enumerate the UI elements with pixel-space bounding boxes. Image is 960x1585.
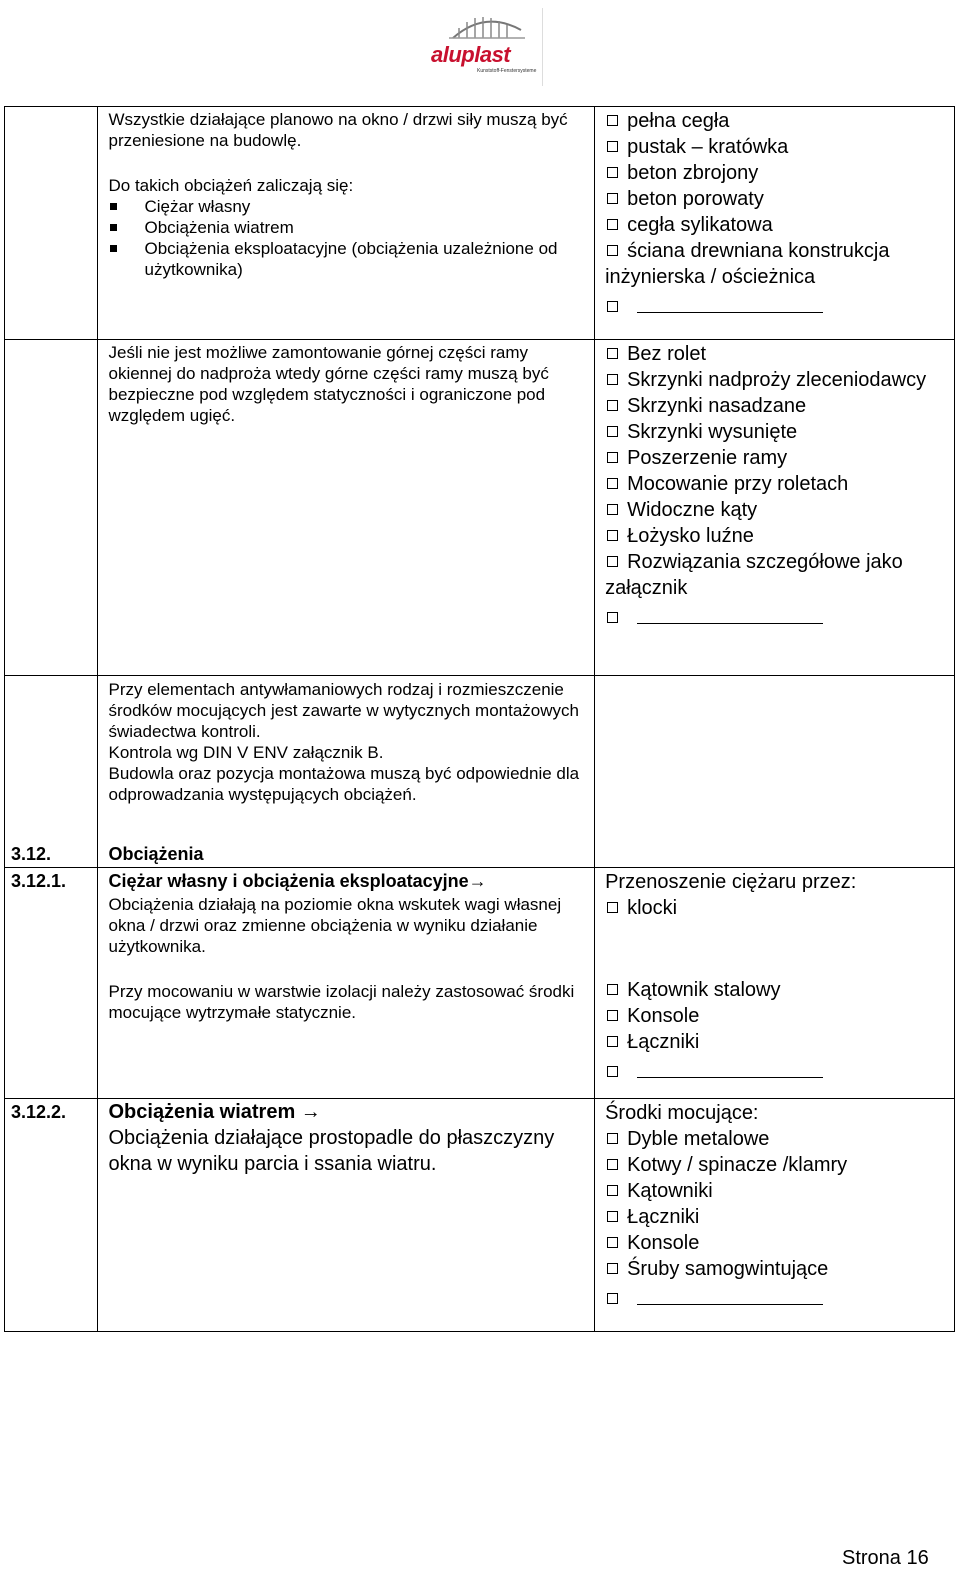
option-laczniki[interactable]: Łączniki bbox=[605, 1204, 946, 1230]
option-kotwy[interactable]: Kotwy / spinacze /klamry bbox=[605, 1152, 946, 1178]
options-heading: Środki mocujące: bbox=[605, 1102, 759, 1124]
option-rozwiazania-szczegolowe[interactable]: Rozwiązania szczegółowe jako załącznik bbox=[605, 551, 903, 599]
option-blank[interactable] bbox=[605, 294, 946, 320]
checkbox-icon[interactable] bbox=[607, 245, 618, 256]
section-title: Obciążenia bbox=[98, 841, 595, 868]
checkbox-icon[interactable] bbox=[607, 193, 618, 204]
section-number: 3.12.1. bbox=[5, 868, 98, 1099]
option-blank[interactable] bbox=[605, 1059, 946, 1085]
option-sruby-samogwintujace[interactable]: Śruby samogwintujące bbox=[605, 1256, 946, 1282]
checkbox-icon[interactable] bbox=[607, 478, 618, 489]
checkbox-icon[interactable] bbox=[607, 530, 618, 541]
option-mocowanie-przy-roletach[interactable]: Mocowanie przy roletach bbox=[605, 471, 946, 497]
section-title: Obciążenia wiatrem → bbox=[108, 1101, 321, 1123]
checkbox-icon[interactable] bbox=[607, 1066, 618, 1077]
list-item: Ciężar własny bbox=[108, 196, 584, 217]
table-row bbox=[5, 1099, 955, 1332]
checkbox-icon[interactable] bbox=[607, 452, 618, 463]
section-number: 3.12. bbox=[5, 841, 98, 868]
checkbox-icon[interactable] bbox=[607, 1133, 618, 1144]
options-heading: Przenoszenie ciężaru przez: bbox=[605, 871, 857, 893]
section-3121-paragraph-1: Obciążenia działają na poziomie okna wskutek wagi własnej okna / drzwi oraz zmienne obciążenia w wyniku działanie użytkownika. bbox=[108, 895, 562, 956]
section-3121-text-cell bbox=[98, 868, 595, 1099]
option-cegla-sylikatowa[interactable]: cegła sylikatowa bbox=[605, 212, 946, 238]
blank-line[interactable] bbox=[637, 298, 823, 313]
option-beton-porowaty[interactable]: beton porowaty bbox=[605, 186, 946, 212]
table-row bbox=[5, 868, 955, 1099]
table-row bbox=[5, 107, 955, 340]
checkbox-icon[interactable] bbox=[607, 612, 618, 623]
checkbox-icon[interactable] bbox=[607, 556, 618, 567]
section-title: Ciężar własny i obciążenia eksploatacyjne→ bbox=[108, 871, 487, 891]
checkbox-icon[interactable] bbox=[607, 1211, 618, 1222]
checkbox-icon[interactable] bbox=[607, 115, 618, 126]
option-lozysko-luzne[interactable]: Łożysko luźne bbox=[605, 523, 946, 549]
row1-paragraph-1: Wszystkie działające planowo na okno / drzwi siły muszą być przeniesione na budowlę. bbox=[108, 110, 568, 150]
checkbox-icon[interactable] bbox=[607, 219, 618, 230]
blank-line[interactable] bbox=[637, 1290, 823, 1305]
blank-line[interactable] bbox=[637, 1063, 823, 1078]
checkbox-icon[interactable] bbox=[607, 1263, 618, 1274]
list-item: Obciążenia eksploatacyjne (obciążenia uzależnione od użytkownika) bbox=[108, 238, 584, 280]
checkbox-icon[interactable] bbox=[607, 1185, 618, 1196]
checkbox-icon[interactable] bbox=[607, 902, 618, 913]
row3-paragraph-1: Przy elementach antywłamaniowych rodzaj i rozmieszczenie środków mocujących jest zawarte w wytycznych montażowych świadectwa kontroli. bbox=[108, 680, 579, 741]
page-number: Strona 16 bbox=[842, 1547, 929, 1569]
option-beton-zbrojony[interactable]: beton zbrojony bbox=[605, 160, 946, 186]
weight-transfer-options bbox=[595, 868, 955, 1099]
logo-separator bbox=[542, 8, 543, 86]
list-item: Obciążenia wiatrem bbox=[108, 217, 584, 238]
logo-text: aluplast bbox=[431, 42, 511, 67]
option-pelna-cegla[interactable]: pełna cegła bbox=[605, 108, 946, 134]
option-poszerzenie-ramy[interactable]: Poszerzenie ramy bbox=[605, 445, 946, 471]
option-skrzynki-wysuniete[interactable]: Skrzynki wysunięte bbox=[605, 419, 946, 445]
section-3121-paragraph-2: Przy mocowaniu w warstwie izolacji należy zastosować środki mocujące wytrzymałe statycznie. bbox=[108, 982, 575, 1022]
checkbox-icon[interactable] bbox=[607, 984, 618, 995]
checkbox-icon[interactable] bbox=[607, 504, 618, 515]
checkbox-icon[interactable] bbox=[607, 426, 618, 437]
checkbox-icon[interactable] bbox=[607, 374, 618, 385]
option-sciana-drewniana[interactable]: ściana drewniana konstrukcja inżynierska / ościeżnica bbox=[605, 240, 890, 288]
table-row bbox=[5, 676, 955, 842]
checkbox-icon[interactable] bbox=[607, 1159, 618, 1170]
checkbox-icon[interactable] bbox=[607, 1010, 618, 1021]
row1-paragraph-2: Do takich obciążeń zaliczają się: bbox=[108, 176, 354, 195]
row3-paragraph-2: Kontrola wg DIN V ENV załącznik B. bbox=[108, 743, 384, 762]
checkbox-icon[interactable] bbox=[607, 400, 618, 411]
blank-line[interactable] bbox=[637, 609, 823, 624]
option-katowniki[interactable]: Kątowniki bbox=[605, 1178, 946, 1204]
option-blank[interactable] bbox=[605, 605, 946, 631]
checkbox-icon[interactable] bbox=[607, 1293, 618, 1304]
checkbox-icon[interactable] bbox=[607, 301, 618, 312]
row3-text-cell bbox=[98, 676, 595, 842]
wall-type-options bbox=[595, 107, 955, 340]
option-widoczne-katy[interactable]: Widoczne kąty bbox=[605, 497, 946, 523]
table-row bbox=[5, 841, 955, 868]
row1-text-cell bbox=[98, 107, 595, 340]
section-3122-text-cell bbox=[98, 1099, 595, 1332]
row2-paragraph: Jeśli nie jest możliwe zamontowanie górnej części ramy okiennej do nadproża wtedy górne części ramy muszą być bezpieczne pod względem statyczności i ograniczone pod względem ugięć. bbox=[108, 343, 549, 425]
option-skrzynki-nasadzane[interactable]: Skrzynki nasadzane bbox=[605, 393, 946, 419]
checkbox-icon[interactable] bbox=[607, 167, 618, 178]
option-konsole[interactable]: Konsole bbox=[605, 1003, 946, 1029]
row2-text-cell bbox=[98, 340, 595, 676]
section-3122-paragraph: Obciążenia działające prostopadle do płaszczyzny okna w wyniku parcia i ssania wiatru. bbox=[108, 1127, 555, 1175]
checkbox-icon[interactable] bbox=[607, 348, 618, 359]
load-types-list bbox=[108, 196, 584, 280]
option-pustak[interactable]: pustak – kratówka bbox=[605, 134, 946, 160]
option-klocki[interactable]: klocki bbox=[605, 895, 946, 921]
option-skrzynki-nadprozy[interactable]: Skrzynki nadproży zleceniodawcy bbox=[605, 367, 946, 393]
option-konsole[interactable]: Konsole bbox=[605, 1230, 946, 1256]
content-table bbox=[4, 106, 955, 1332]
checkbox-icon[interactable] bbox=[607, 1237, 618, 1248]
checkbox-icon[interactable] bbox=[607, 141, 618, 152]
option-laczniki[interactable]: Łączniki bbox=[605, 1029, 946, 1055]
option-blank[interactable] bbox=[605, 1286, 946, 1312]
roller-options bbox=[595, 340, 955, 676]
checkbox-icon[interactable] bbox=[607, 1036, 618, 1047]
logo-subtext: Kunststoff-Fenstersysteme bbox=[477, 68, 537, 74]
option-bez-rolet[interactable]: Bez rolet bbox=[605, 341, 946, 367]
option-katownik-stalowy[interactable]: Kątownik stalowy bbox=[605, 977, 946, 1003]
section-number: 3.12.2. bbox=[5, 1099, 98, 1332]
table-row bbox=[5, 340, 955, 676]
aluplast-logo bbox=[425, 8, 545, 78]
fastener-options bbox=[595, 1099, 955, 1332]
row3-paragraph-3: Budowla oraz pozycja montażowa muszą być odpowiednie dla odprowadzania występujących obciążeń. bbox=[108, 764, 580, 804]
option-dyble-metalowe[interactable]: Dyble metalowe bbox=[605, 1126, 946, 1152]
